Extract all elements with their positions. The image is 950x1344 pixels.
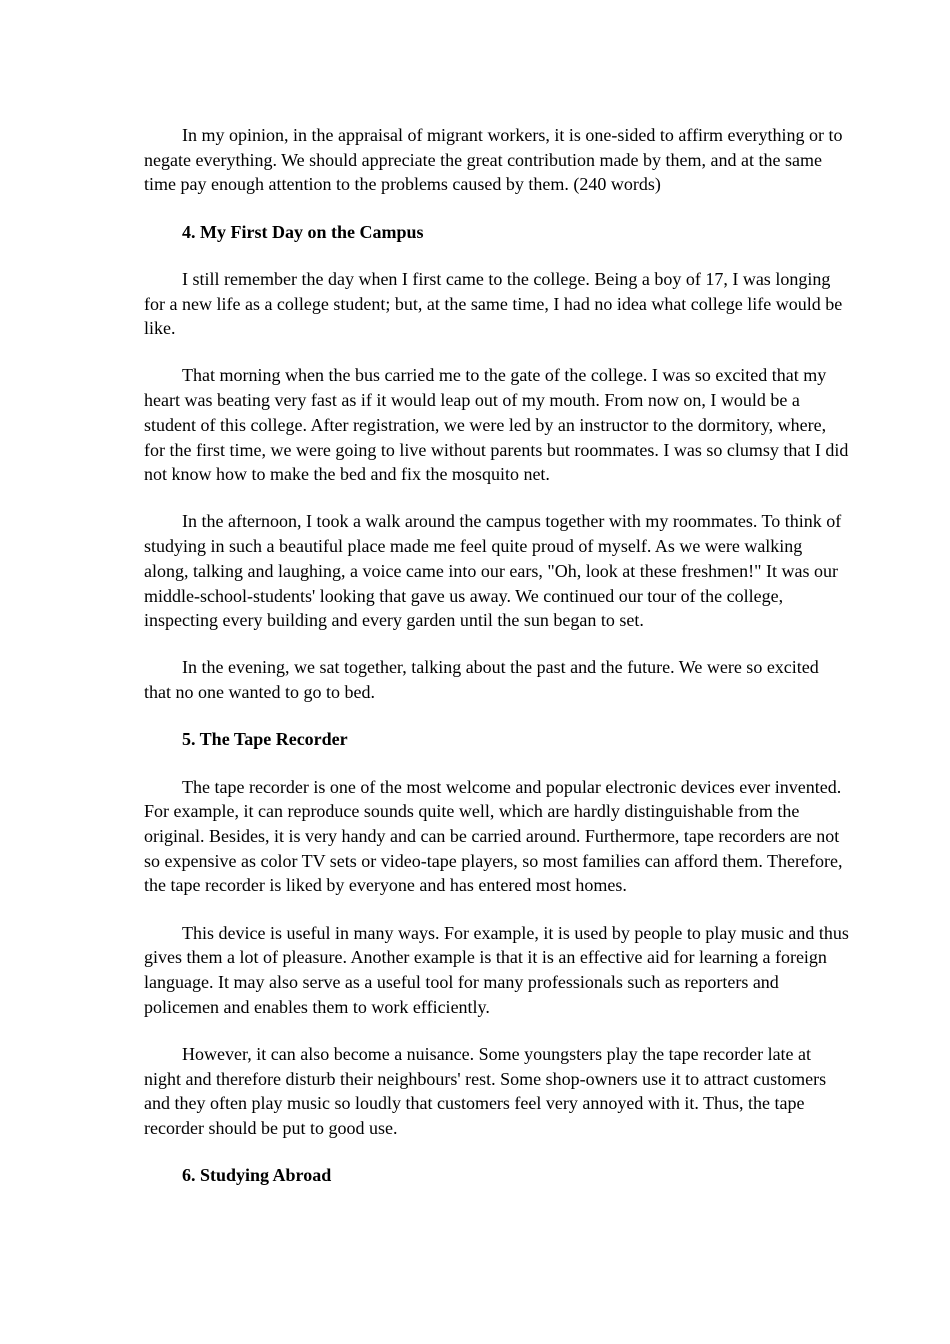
paragraph-first-day-afternoon: In the afternoon, I took a walk around the campus together with my roommates. To think of studying in such a beautiful place made me feel quite proud of myself. As we were walking along, talking and laughing, a voice came into our ears, "Oh, look at these freshmen!" It was our middle-school-students' looking that gave us away. We continued our tour of the college, inspecting every building and every garden until the sun began to set.: [144, 511, 842, 631]
section-heading-first-day: 4. My First Day on the Campus: [182, 221, 424, 242]
paragraph-migrant-workers-conclusion: In my opinion, in the appraisal of migrant workers, it is one-sided to affirm everything or to negate everything. We should appreciate the great contribution made by them, and at the same time pay enough attention to the problems caused by them. (240 words): [144, 125, 843, 195]
paragraph-tape-recorder-popularity: The tape recorder is one of the most welcome and popular electronic devices ever invented. For example, it can reproduce sounds quite well, which are hardly distinguishable from the original. Besides, it is very handy and can be carried around. Furthermore, tape recorders are not so expensive as color TV sets or video-tape players, so most families can afford them. Therefore, the tape recorder is liked by everyone and has entered most homes.: [144, 776, 843, 896]
section-heading-tape-recorder: 5. The Tape Recorder: [182, 729, 348, 750]
paragraph-first-day-intro: I still remember the day when I first came to the college. Being a boy of 17, I was longing for a new life as a college student; but, at the same time, I had no idea what college life would be like.: [144, 268, 843, 339]
section-heading-studying-abroad: 6. Studying Abroad: [182, 1165, 332, 1186]
paragraph-first-day-evening: In the evening, we sat together, talking about the past and the future. We were so excited that no one wanted to go to bed.: [144, 657, 819, 703]
paragraph-tape-recorder-uses: This device is useful in many ways. For example, it is used by people to play music and thus gives them a lot of pleasure. Another example is that it is an effective aid for learning a foreign language. It may also serve as a useful tool for many professionals such as reporters and policemen and enables them to work efficiently.: [144, 922, 849, 1017]
paragraph-first-day-morning: That morning when the bus carried me to the gate of the college. I was so excited that my heart was beating very fast as if it would leap out of my mouth. From now on, I would be a student of this college. After registration, we were led by an instructor to the dormitory, where, for the first time, we were going to live without parents but roommates. I was so clumsy that I did not know how to make the bed and fix the mosquito net.: [144, 365, 849, 485]
paragraph-tape-recorder-nuisance: However, it can also become a nuisance. Some youngsters play the tape recorder late at night and therefore disturb their neighbours' rest. Some shop-owners use it to attract customers and they often play music so loudly that customers feel very annoyed with it. Thus, the tape recorder should be put to good use.: [144, 1043, 827, 1138]
document-page: [144, 123, 850, 1210]
